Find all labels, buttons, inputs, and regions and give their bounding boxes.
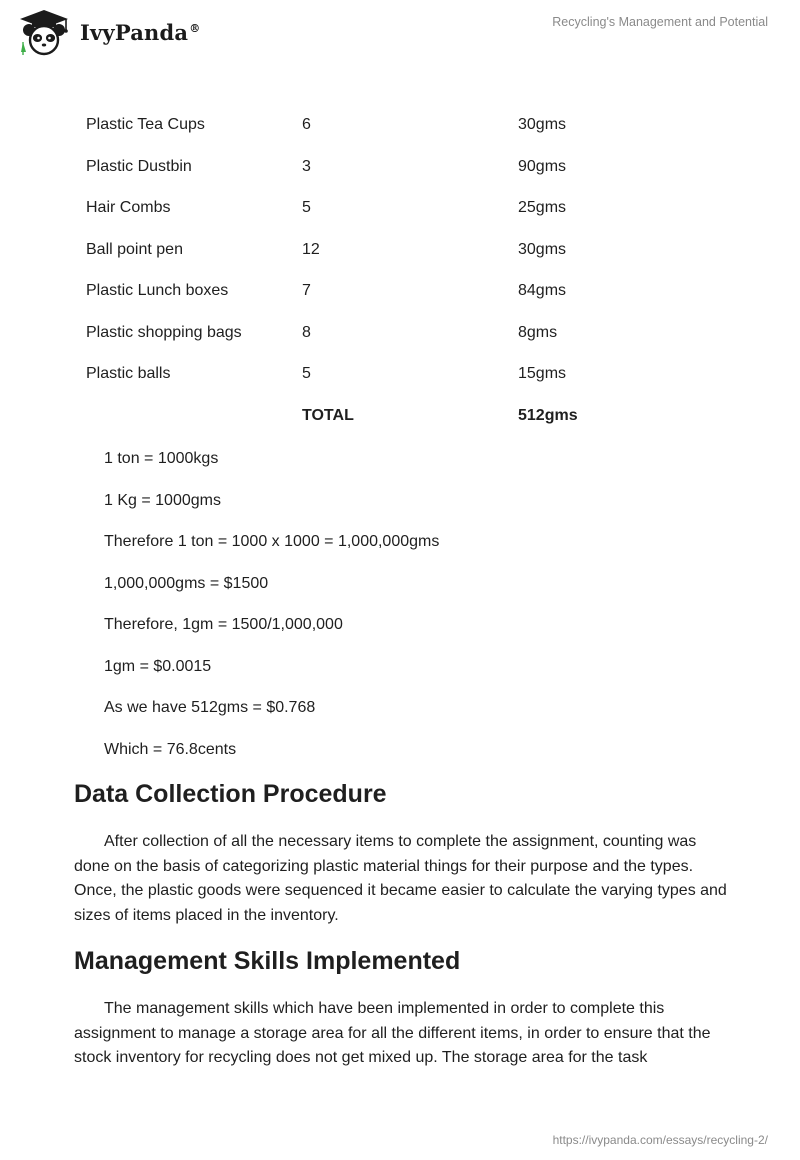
- calc-line: Therefore, 1gm = 1500/1,000,000: [104, 616, 343, 633]
- item-name: Plastic shopping bags: [86, 323, 242, 341]
- item-count: 5: [302, 365, 311, 382]
- page-header: [0, 0, 800, 60]
- plastic-items-table: [86, 112, 726, 444]
- item-weight: 15gms: [518, 365, 567, 382]
- calc-line: As we have 512gms = $0.768: [104, 699, 316, 716]
- item-weight: 25gms: [518, 199, 567, 216]
- table-row: [86, 320, 726, 362]
- section-paragraph-management-skills: The management skills which have been implemented in order to complete this assignment to manage a storage area for all the different items, in order to ensure that the stock inventory for recycling does not get mixed up. The storage area for the task: [74, 1000, 711, 1066]
- calc-line: 1gm = $0.0015: [104, 657, 212, 675]
- table-row: [86, 278, 726, 320]
- cost-calculation: [104, 447, 439, 779]
- document-title: Recycling's Management and Potential: [552, 15, 768, 29]
- table-row: [86, 154, 726, 196]
- item-name: Plastic balls: [86, 365, 171, 382]
- section-paragraph-data-collection: After collection of all the necessary items to complete the assignment, counting was done on the basis of categorizing plastic material things for their purpose and the types. Once, the plastic goods were sequenced it became easier to calculate the varying types and sizes of items placed in the inventory.: [74, 833, 727, 924]
- item-count: 8: [302, 323, 311, 341]
- calc-line: 1,000,000gms = $1500: [104, 574, 269, 592]
- item-weight: 84gms: [518, 282, 567, 299]
- item-weight: 30gms: [518, 116, 567, 133]
- item-name: Plastic Tea Cups: [86, 116, 205, 133]
- panda-graduate-icon: [14, 8, 74, 56]
- table-row: [86, 195, 726, 237]
- table-row: [86, 361, 726, 403]
- item-count: 3: [302, 157, 311, 175]
- item-name: Ball point pen: [86, 240, 183, 258]
- ivypanda-logo[interactable]: [14, 8, 200, 56]
- calc-line: Which = 76.8cents: [104, 740, 237, 758]
- item-weight: 30gms: [518, 240, 567, 258]
- item-weight: 8gms: [518, 323, 558, 341]
- total-label: TOTAL: [302, 406, 354, 424]
- calc-line: 1 Kg = 1000gms: [104, 491, 221, 509]
- source-url: https://ivypanda.com/essays/recycling-2/: [552, 1133, 768, 1147]
- table-row: [86, 237, 726, 279]
- item-name: Hair Combs: [86, 199, 171, 216]
- item-count: 6: [302, 116, 311, 133]
- table-row: [86, 112, 726, 154]
- item-count: 12: [302, 240, 320, 258]
- calc-line: Therefore 1 ton = 1000 x 1000 = 1,000,000gms: [104, 533, 440, 550]
- item-name: Plastic Lunch boxes: [86, 282, 229, 299]
- registered-mark: ®: [189, 21, 201, 35]
- item-count: 5: [302, 199, 311, 216]
- section-heading-management-skills: Management Skills Implemented: [74, 947, 461, 975]
- calc-line: 1 ton = 1000kgs: [104, 450, 219, 467]
- table-total-row: [86, 403, 726, 445]
- total-value: 512gms: [518, 406, 578, 424]
- item-name: Plastic Dustbin: [86, 157, 192, 175]
- item-weight: 90gms: [518, 157, 567, 175]
- item-count: 7: [302, 282, 311, 299]
- section-heading-data-collection: Data Collection Procedure: [74, 780, 387, 808]
- logo-wordmark: IvyPanda®: [80, 19, 201, 45]
